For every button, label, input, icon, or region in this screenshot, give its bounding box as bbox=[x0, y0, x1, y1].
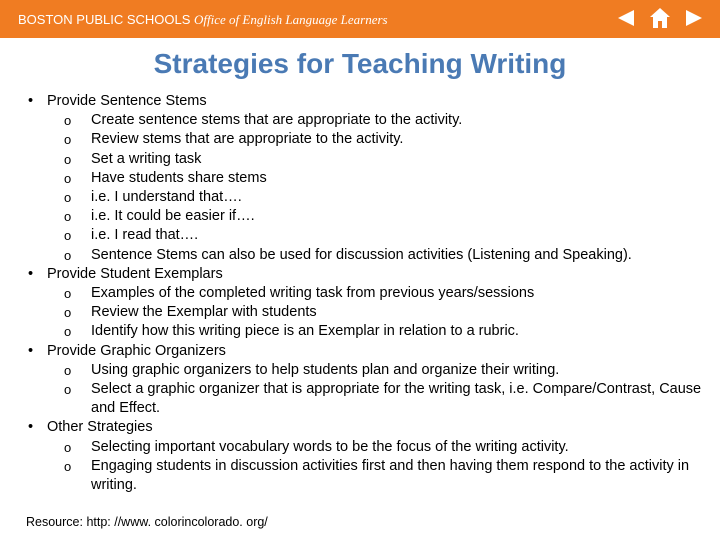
list-item-text: Have students share stems bbox=[91, 169, 267, 186]
sub-item-list bbox=[47, 284, 706, 342]
triangle-right-icon bbox=[684, 9, 704, 27]
sub-bullet-marker: o bbox=[64, 113, 72, 129]
strategy-section bbox=[26, 92, 706, 265]
sub-bullet-marker: o bbox=[64, 286, 72, 302]
list-item bbox=[47, 380, 706, 418]
list-item bbox=[47, 150, 706, 169]
list-item bbox=[47, 169, 706, 188]
list-item bbox=[47, 111, 706, 130]
list-item-text: Engaging students in discussion activities first and then having them respond to the activity in writing. bbox=[91, 457, 690, 494]
strategy-section bbox=[26, 418, 706, 495]
org-subtitle: Office of English Language Learners bbox=[194, 12, 388, 27]
list-item bbox=[47, 361, 706, 380]
list-item bbox=[47, 322, 706, 341]
resource-note: Resource: http: //www. colorincolorado. org/ bbox=[26, 515, 268, 529]
sub-bullet-marker: o bbox=[64, 170, 72, 186]
list-item-text: i.e. I read that…. bbox=[91, 227, 199, 244]
list-item bbox=[47, 246, 706, 265]
sub-bullet-marker: o bbox=[64, 382, 72, 398]
sub-item-list bbox=[47, 438, 706, 496]
org-title bbox=[18, 11, 458, 29]
list-item-text: i.e. It could be easier if…. bbox=[91, 208, 255, 225]
prev-slide-button[interactable] bbox=[614, 6, 638, 30]
home-icon bbox=[649, 7, 671, 29]
strategy-list bbox=[26, 92, 706, 495]
section-heading: Other Strategies bbox=[47, 419, 153, 436]
list-item bbox=[47, 438, 706, 457]
list-item-text: Identify how this writing piece is an Exemplar in relation to a rubric. bbox=[91, 323, 519, 340]
next-slide-button[interactable] bbox=[682, 6, 706, 30]
slide-title: Strategies for Teaching Writing bbox=[153, 48, 567, 79]
list-item-text: Review the Exemplar with students bbox=[91, 304, 317, 321]
list-item bbox=[47, 284, 706, 303]
section-heading: Provide Graphic Organizers bbox=[47, 342, 226, 359]
bullet-marker: • bbox=[28, 419, 34, 436]
list-item-text: Selecting important vocabulary words to be the focus of the writing activity. bbox=[91, 438, 569, 455]
list-item bbox=[47, 226, 706, 245]
sub-bullet-marker: o bbox=[64, 439, 72, 455]
list-item-text: Select a graphic organizer that is appropriate for the writing task, i.e. Compare/Contrast, Cause and Effect. bbox=[91, 381, 702, 417]
list-item bbox=[47, 303, 706, 322]
org-name: BOSTON PUBLIC SCHOOLS bbox=[18, 12, 191, 27]
bullet-marker: • bbox=[28, 265, 34, 282]
sub-item-list bbox=[47, 111, 706, 265]
bullet-marker: • bbox=[28, 342, 34, 359]
sub-bullet-marker: o bbox=[64, 151, 72, 167]
list-item-text: i.e. I understand that…. bbox=[91, 189, 242, 206]
header-bar bbox=[0, 0, 720, 38]
list-item-text: Using graphic organizers to help students plan and organize their writing. bbox=[91, 361, 560, 378]
list-item bbox=[47, 457, 706, 495]
sub-bullet-marker: o bbox=[64, 324, 72, 340]
section-heading: Provide Student Exemplars bbox=[47, 265, 223, 282]
sub-bullet-marker: o bbox=[64, 228, 72, 244]
sub-item-list bbox=[47, 361, 706, 419]
list-item bbox=[47, 188, 706, 207]
strategy-section bbox=[26, 265, 706, 342]
sub-bullet-marker: o bbox=[64, 132, 72, 148]
sub-bullet-marker: o bbox=[64, 458, 72, 474]
sub-bullet-marker: o bbox=[64, 190, 72, 206]
triangle-left-icon bbox=[616, 9, 636, 27]
section-heading: Provide Sentence Stems bbox=[47, 93, 207, 109]
sub-bullet-marker: o bbox=[64, 247, 72, 263]
home-button[interactable] bbox=[648, 6, 672, 30]
list-item bbox=[47, 207, 706, 226]
sub-bullet-marker: o bbox=[64, 209, 72, 225]
list-item-text: Review stems that are appropriate to the activity. bbox=[91, 131, 404, 148]
sub-bullet-marker: o bbox=[64, 305, 72, 321]
list-item bbox=[47, 130, 706, 149]
list-item-text: Sentence Stems can also be used for discussion activities (Listening and Speaking). bbox=[91, 246, 632, 263]
list-item-text: Create sentence stems that are appropriate to the activity. bbox=[91, 112, 463, 129]
strategy-section bbox=[26, 342, 706, 419]
sub-bullet-marker: o bbox=[64, 362, 72, 378]
list-item-text: Set a writing task bbox=[91, 150, 202, 167]
list-item-text: Examples of the completed writing task from previous years/sessions bbox=[91, 285, 535, 302]
bullet-marker: • bbox=[28, 93, 34, 109]
